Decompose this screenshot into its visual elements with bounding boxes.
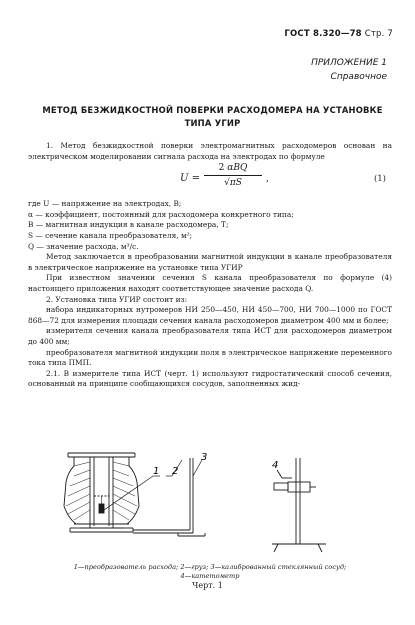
figure-drawing <box>60 452 365 562</box>
body-text <box>28 141 392 390</box>
list-item-1: набора индикаторных нутромеров НИ 250—450, НИ 450—700, НИ 700—1000 по ГОСТ 868—72 для измерения площади сечения канала расходомеров диаметром 400 мм и более; <box>28 305 392 325</box>
label-1: 1 <box>153 466 160 477</box>
paragraph-method: Метод заключается в преобразовании магнитной индукции в канале преобразователя в электрическое напряжение на установке типа УГИР <box>28 252 392 272</box>
title-line-2: ТИПА УГИР <box>184 118 241 128</box>
formula-coefficient: 2 <box>218 163 225 174</box>
paragraph-2-1: 2.1. В измерителе типа ИСТ (черт. 1) используют гидростатический способ сечения, основанный на принципе сообщающихся сосудов, заполненных жид- <box>28 368 392 389</box>
paragraph-1: 1. Метод безжидкостной поверки электромагнитных расходомеров основан на электрическом моделировании сигнала расхода на электродах по формуле <box>28 141 392 161</box>
definition-u: где U — напряжение на электродах, В; <box>28 199 182 209</box>
appendix-title: ПРИЛОЖЕНИЕ 1 <box>311 58 387 68</box>
definition-alpha: α — коэффициент, постоянный для расходомера конкретного типа; <box>28 209 294 219</box>
figure-number: Черт. 1 <box>192 581 223 590</box>
standard-number: ГОСТ 8.320—78 <box>284 29 362 39</box>
appendix-kind: Справочное <box>330 72 387 82</box>
paragraph-known-section: При известном значении сечения S канала преобразователя по формуле (4) настоящего приложения находят соответствующее значение расхода Q. <box>28 273 392 293</box>
page-header <box>284 29 393 39</box>
title-line-1: МЕТОД БЕЗЖИДКОСТНОЙ ПОВЕРКИ РАСХОДОМЕРА НА УСТАНОВКЕ <box>42 105 383 115</box>
formula-number: (1) <box>373 174 386 185</box>
definition-s: S — сечение канала преобразователя, м²; <box>28 230 193 240</box>
formula-numerator <box>204 163 262 176</box>
paragraph-2: 2. Установка типа УГИР состоит из: <box>46 294 188 304</box>
formula-denominator: √πS <box>224 177 242 188</box>
cathetometer <box>272 458 326 552</box>
flowmeter-converter <box>64 453 139 532</box>
formula-lhs: U = <box>180 173 200 185</box>
definition-b: B — магнитная индукция в канале расходомера, Т; <box>28 220 229 230</box>
definition-q: Q — значение расхода, м³/с. <box>28 241 139 251</box>
formula-numerator-vars: αBQ <box>227 163 248 174</box>
formula-fraction <box>204 163 262 188</box>
caption-line-2: 4—катетометр <box>180 572 240 580</box>
caption-line-1: 1—преобразователь расхода; 2—груз; 3—калиброванный стеклянный сосуд; <box>73 563 347 571</box>
list-item-2: измерителя сечения канала преобразователя типа ИСТ для расходомеров диаметром до 400 мм; <box>28 326 392 346</box>
page-number: Стр. 7 <box>364 29 393 39</box>
formula-comma: , <box>266 174 269 185</box>
section-title <box>40 104 385 130</box>
label-2: 2 <box>172 466 179 477</box>
label-3: 3 <box>201 452 208 463</box>
figure-caption <box>28 563 392 581</box>
appendix-label <box>311 56 387 84</box>
formula-1 <box>28 163 392 197</box>
label-4: 4 <box>272 460 279 471</box>
connecting-tube <box>133 458 205 536</box>
list-item-3: преобразователя магнитной индукции поля в электрическое напряжение переменного тока типа ПМП. <box>28 347 392 368</box>
